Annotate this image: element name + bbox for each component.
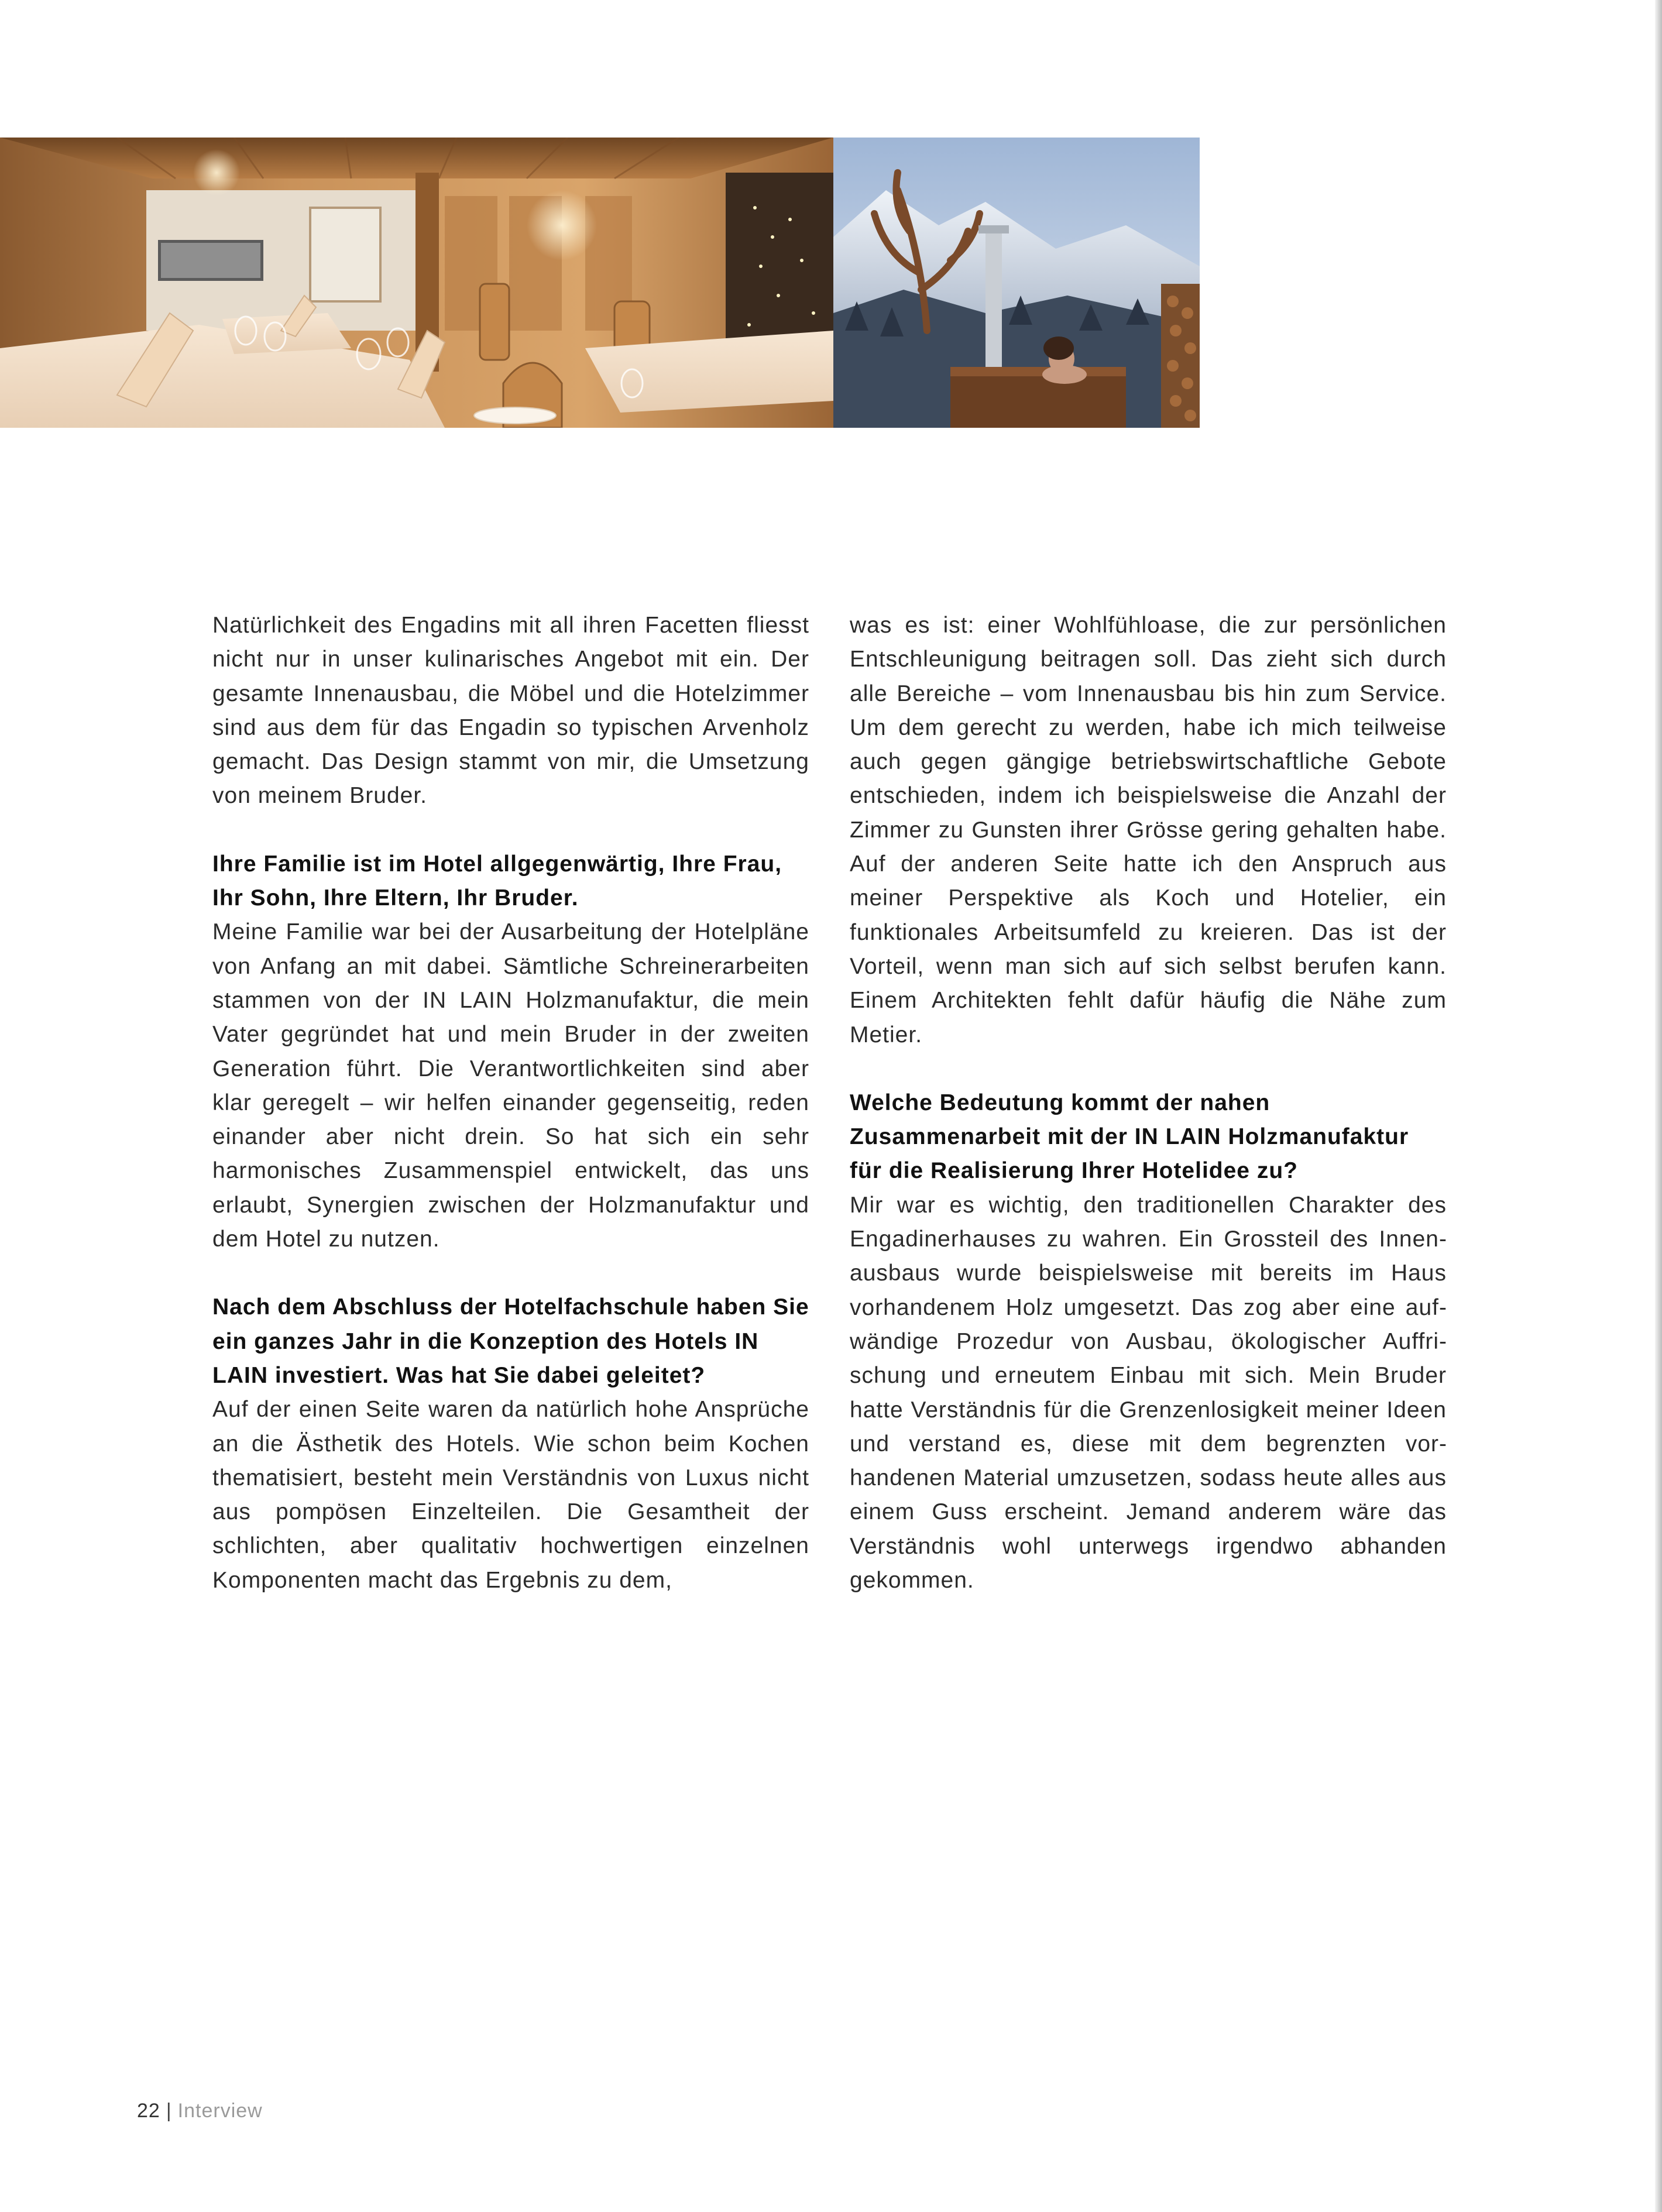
- footer-separator: |: [166, 2100, 172, 2122]
- right-text-column: [850, 609, 1447, 1598]
- answer-paragraph: Meine Familie war bei der Ausarbeitung der Hotelpläne von Anfang an mit dabei. Sämtliche Schreinerarbeiten stammen von der IN LAIN Holzmanufaktur, die mein Vater gegründet hat und mein Bruder in der zweiten Generation führt. Die Verantwortlichkeiten sind aber klar geregelt – wir helfen einander gegenseitig, reden einander aber nicht drein. So hat sich ein sehr harmonisches Zusammenspiel entwickelt, das uns erlaubt, Synergien zwischen der Holzmanufaktur und dem Hotel zu nutzen.: [212, 919, 809, 1252]
- left-text-column: [212, 609, 809, 1598]
- hottub-photo: [833, 138, 1200, 428]
- question-heading: Ihre Familie ist im Hotel allgegenwärtig, Ihre Frau, Ihr Sohn, Ihre Eltern, Ihr Bruder.: [212, 851, 782, 911]
- answer-paragraph: Mir war es wichtig, den traditionellen Charakter des Engadinerhauses zu wahren. Ein Grossteil des Innenausbaus wurde beispielsweise mit bereits im Haus vorhandenem Holz umgesetzt. Das zog aber eine aufwändige Prozedur von Ausbau, ökologischer Auffrischung und erneutem Einbau mit sich. Mein Bruder hatte Verständnis für die Grenzenlosigkeit meiner Ideen und verstand es, diese mit dem begrenzten vorhandenen Material umzusetzen, sodass heute alles aus einem Guss erscheint. Jemand anderem wäre das Verständnis wohl unterwegs irgendwo abhanden gekommen.: [850, 1192, 1447, 1593]
- page-number: 22: [137, 2100, 160, 2122]
- page-edge-shadow: [1655, 0, 1662, 2212]
- page-footer: [137, 2097, 263, 2125]
- answer-paragraph: Natürlichkeit des Engadins mit all ihren Facetten fliesst nicht nur in unser kulinarisches Angebot mit ein. Der gesamte Innenausbau, die Möbel und die Hotelzimmer sind aus dem für das Engadin so typischen Arvenholz gemacht. Das Design stammt von mir, die Umsetzung von meinem Bruder.: [212, 613, 809, 809]
- answer-paragraph: Auf der einen Seite waren da natürlich hohe Ansprüche an die Ästhetik des Hotels. Wie schon beim Kochen thematisiert, besteht mein Verständnis von Luxus nicht aus pompösen Einzelteilen. Die Gesamtheit der schlichten, aber qualitativ hochwertigen einzelnen Komponenten macht das Ergebnis zu dem,: [212, 1397, 809, 1593]
- answer-paragraph: was es ist: einer Wohlfühloase, die zur persönlichen Entschleunigung beitragen soll. Das zieht sich durch alle Bereiche – vom Innenausbau bis hin zum Service. Um dem gerecht zu werden, habe ich mich teilweise auch gegen gängige betriebswirtschaftliche Gebote entschieden, indem ich beispielsweise die Anzahl der Zimmer zu Gunsten ihrer Grösse gering gehalten habe. Auf der anderen Seite hatte ich den Anspruch aus meiner Perspektive als Koch und Hotelier, ein funktionales Arbeitsumfeld zu kreieren. Das ist der Vorteil, wenn man sich auf sich selbst berufen kann. Einem Architekten fehlt dafür häufig die Nähe zum Metier.: [850, 613, 1447, 1047]
- question-heading: Nach dem Abschluss der Hotelfachschule haben Sie ein ganzes Jahr in die Konzeption des Hotels IN LAIN investiert. Was hat Sie dabei geleitet?: [212, 1294, 809, 1388]
- restaurant-photo: [0, 138, 833, 428]
- section-label: Interview: [177, 2100, 263, 2122]
- question-heading: Welche Bedeutung kommt der nahen Zusammenarbeit mit der IN LAIN Holzmanufaktur für die Realisierung Ihrer Hotelidee zu?: [850, 1090, 1409, 1184]
